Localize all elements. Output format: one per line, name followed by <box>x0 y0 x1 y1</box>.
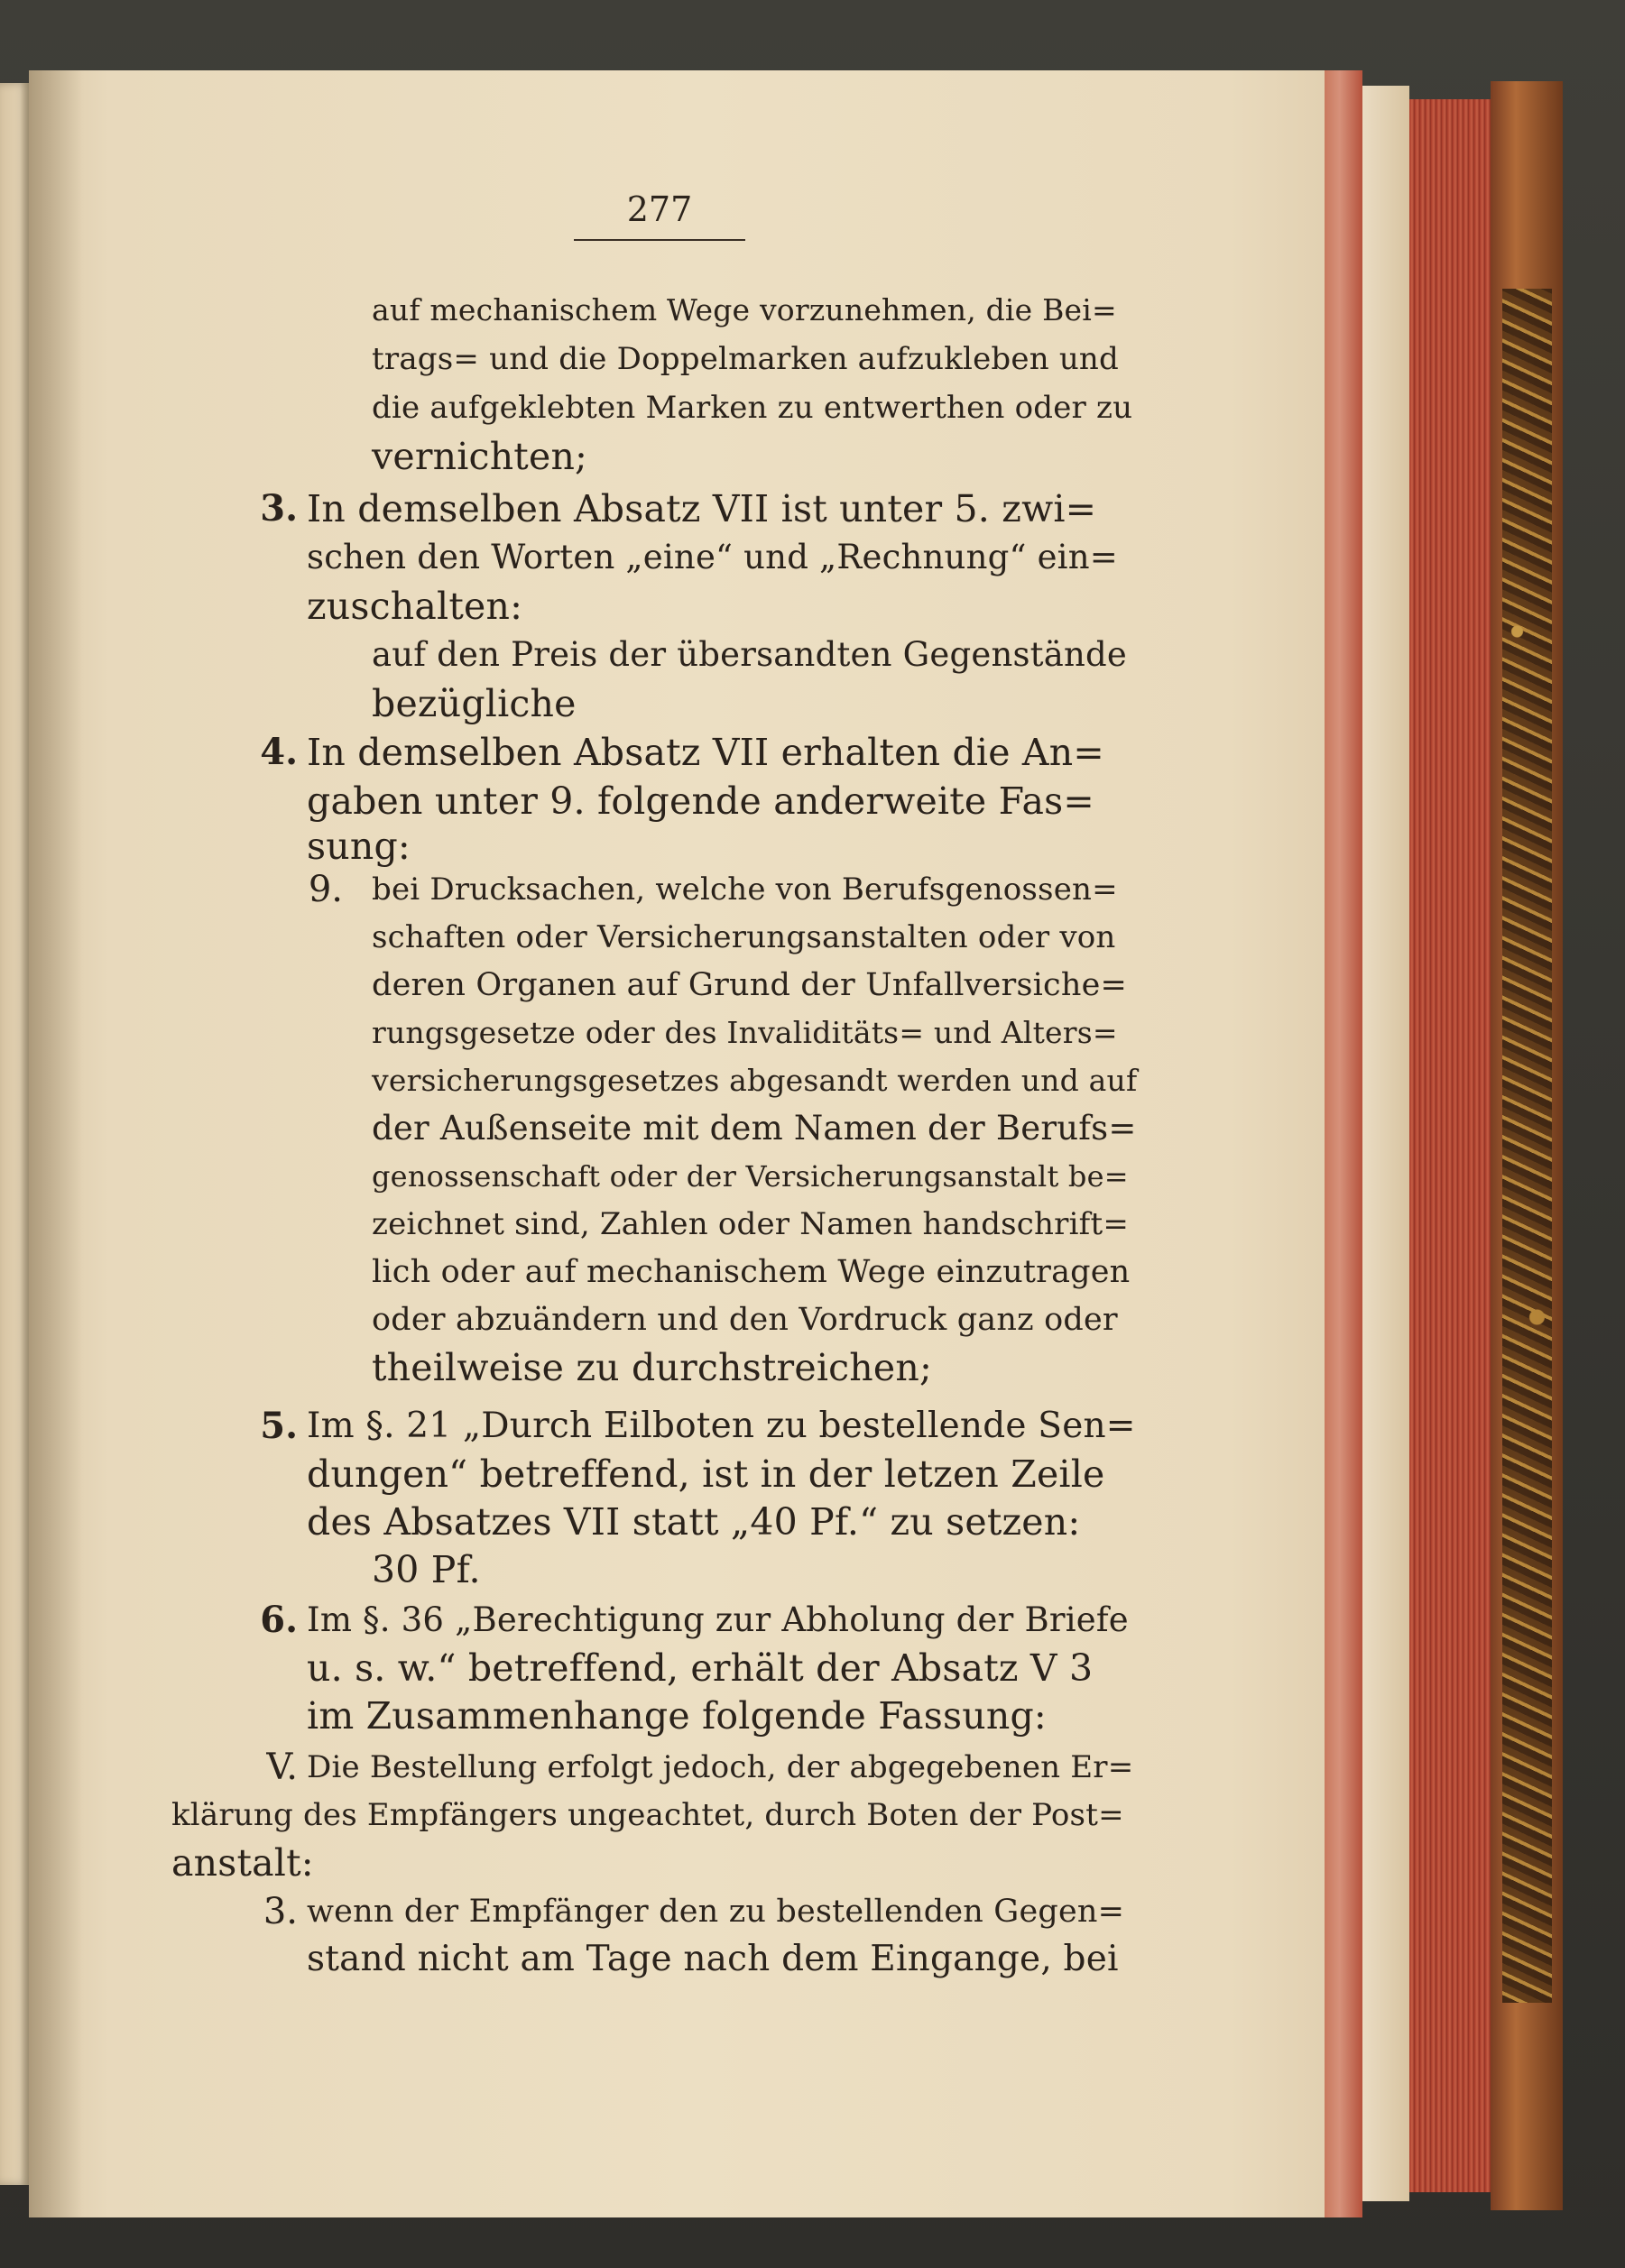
text-line: dungen“ betreffend, ist in der letzen Zeile <box>307 1452 1105 1496</box>
text-line: sung: <box>307 825 411 868</box>
page-edge-red <box>1325 70 1362 2217</box>
text-line: stand nicht am Tage nach dem Eingange, bei <box>307 1939 1119 1979</box>
text-line: Im §. 36 „Berechtigung zur Abholung der Briefe <box>307 1600 1129 1639</box>
text-line: im Zusammenhange folgende Fassung: <box>307 1694 1047 1738</box>
text-line: gaben unter 9. folgende anderweite Fas= <box>307 779 1094 823</box>
text-line: 30 Pf. <box>372 1548 481 1591</box>
item-marker: 9. <box>308 869 343 910</box>
text-line: wenn der Empfänger den zu bestellenden Gegen= <box>307 1894 1125 1930</box>
text-line: Die Bestellung erfolgt jedoch, der abgegebenen Er= <box>307 1749 1134 1785</box>
text-line: die aufgeklebten Marken zu entwerthen oder zu <box>372 390 1133 426</box>
item-marker: 3. <box>263 1891 298 1932</box>
text-line: In demselben Absatz VII erhalten die An= <box>307 731 1104 774</box>
text-line: theilweise zu durchstreichen; <box>372 1346 932 1389</box>
left-page-edge <box>0 83 29 2185</box>
text-line: In demselben Absatz VII ist unter 5. zwi= <box>307 487 1097 530</box>
text-line: schen den Worten „eine“ und „Rechnung“ ein= <box>307 538 1118 576</box>
text-line: zeichnet sind, Zahlen oder Namen handschrift= <box>372 1206 1130 1242</box>
item-marker: 5. <box>260 1405 298 1447</box>
text-line: trags= und die Doppelmarken aufzukleben und <box>372 341 1119 377</box>
text-line: bei Drucksachen, welche von Berufsgenossen= <box>372 871 1118 908</box>
item-marker: 6. <box>260 1599 298 1641</box>
header-rule <box>574 239 745 241</box>
text-line: genossenschaft oder der Versicherungsanstalt be= <box>372 1159 1129 1194</box>
text-line: anstalt: <box>171 1841 314 1885</box>
text-line: deren Organen auf Grund der Unfallversiche= <box>372 967 1128 1003</box>
item-marker: 3. <box>260 487 298 530</box>
text-line: klärung des Empfängers ungeachtet, durch Boten der Post= <box>171 1797 1124 1833</box>
text-line: lich oder auf mechanischem Wege einzutragen <box>372 1254 1131 1290</box>
text-line: auf den Preis der übersandten Gegenstände <box>372 635 1128 674</box>
text-line: des Absatzes VII statt „40 Pf.“ zu setzen: <box>307 1500 1081 1544</box>
gutter-shadow <box>29 70 83 2217</box>
page-stack <box>1362 86 1409 2201</box>
text-line: u. s. w.“ betreffend, erhält der Absatz V 3 <box>307 1646 1094 1690</box>
text-line: zuschalten: <box>307 585 523 628</box>
text-line: der Außenseite mit dem Namen der Berufs= <box>372 1109 1137 1148</box>
cover-marbling <box>1502 289 1552 2003</box>
text-line: rungsgesetze oder des Invaliditäts= und Alters= <box>372 1015 1118 1050</box>
item-marker: V. <box>266 1747 298 1788</box>
text-line: Im §. 21 „Durch Eilboten zu bestellende Sen= <box>307 1406 1136 1446</box>
text-line: vernichten; <box>372 435 588 478</box>
item-marker: 4. <box>260 731 298 773</box>
page-number: 277 <box>626 189 693 229</box>
text-line: oder abzuändern und den Vordruck ganz oder <box>372 1302 1118 1338</box>
text-line: auf mechanischem Wege vorzunehmen, die Bei= <box>372 292 1117 327</box>
page-stack-red <box>1409 99 1491 2192</box>
text-line: schaften oder Versicherungsanstalten oder von <box>372 919 1116 955</box>
text-line: versicherungsgesetzes abgesandt werden und auf <box>372 1063 1138 1098</box>
text-line: bezügliche <box>372 682 577 725</box>
